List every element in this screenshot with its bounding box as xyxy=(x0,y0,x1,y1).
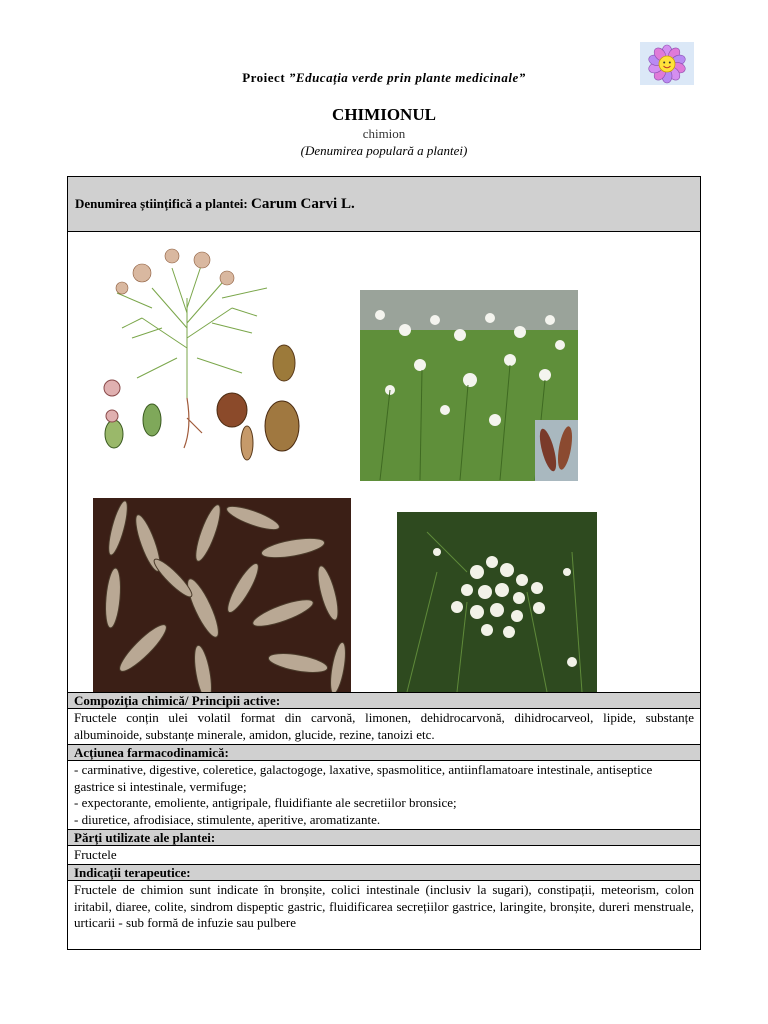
composition-text: Fructele conțin ulei volatil format din carvonă, limonen, dehidrocarvonă, dihidrocarveol, lipide, substanțe albuminoide, substanțe minerale, amidon, glucide, rezine, tanoizi etc. xyxy=(74,710,694,742)
plant-title: CHIMIONUL xyxy=(332,105,436,124)
action-line: - carminative, digestive, coleretice, galactogoge, laxative, spasmolitice, antiinflamatoare intestinale, antiseptice gastrice si intestinale, vermifuge; xyxy=(74,762,653,794)
indications-text: Fructele de chimion sunt indicate în bronșite, colici intestinale (inclusiv la sugari), constipații, meteorism, colon iritabil, diaree, colite, sindrom dispeptic gastric, fluidificarea secrețiilor gastrice, laringite, bronșite, dureri menstruale, urticarii - sub formă de infuzie sau pulbere xyxy=(74,882,694,930)
scientific-name-value: Carum Carvi L. xyxy=(250,196,355,212)
action-line: - expectorante, emoliente, antigripale, fluidifiante ale secretiilor bronsice; xyxy=(74,795,457,810)
field-photo xyxy=(360,290,578,481)
scientific-name-colon: : xyxy=(243,196,251,211)
project-prefix: Proiect xyxy=(242,70,286,85)
popular-name-note: (Denumirea populară a plantei) xyxy=(300,143,468,158)
action-heading: Acțiunea farmacodinamică: xyxy=(68,744,700,761)
action-text xyxy=(74,762,694,828)
indications-heading: Indicații terapeutice: xyxy=(68,864,700,881)
project-name: ”Educația verde prin plante medicinale” xyxy=(288,70,526,85)
popular-name: chimion xyxy=(362,126,406,141)
seeds-photo xyxy=(93,498,351,692)
scientific-name-label: Denumirea științifică a plantei xyxy=(75,196,244,211)
parts-heading: Părți utilizate ale plantei: xyxy=(68,829,700,846)
botanical-illustration xyxy=(92,238,302,470)
flower-logo-icon xyxy=(640,42,694,85)
composition-heading: Compoziția chimică/ Principii active: xyxy=(68,692,700,709)
scientific-name-row xyxy=(75,196,355,213)
parts-text: Fructele xyxy=(74,847,117,862)
flower-umbel-photo xyxy=(397,512,597,692)
action-line: - diuretice, afrodisiace, stimulente, aperitive, aromatizante. xyxy=(74,811,381,827)
